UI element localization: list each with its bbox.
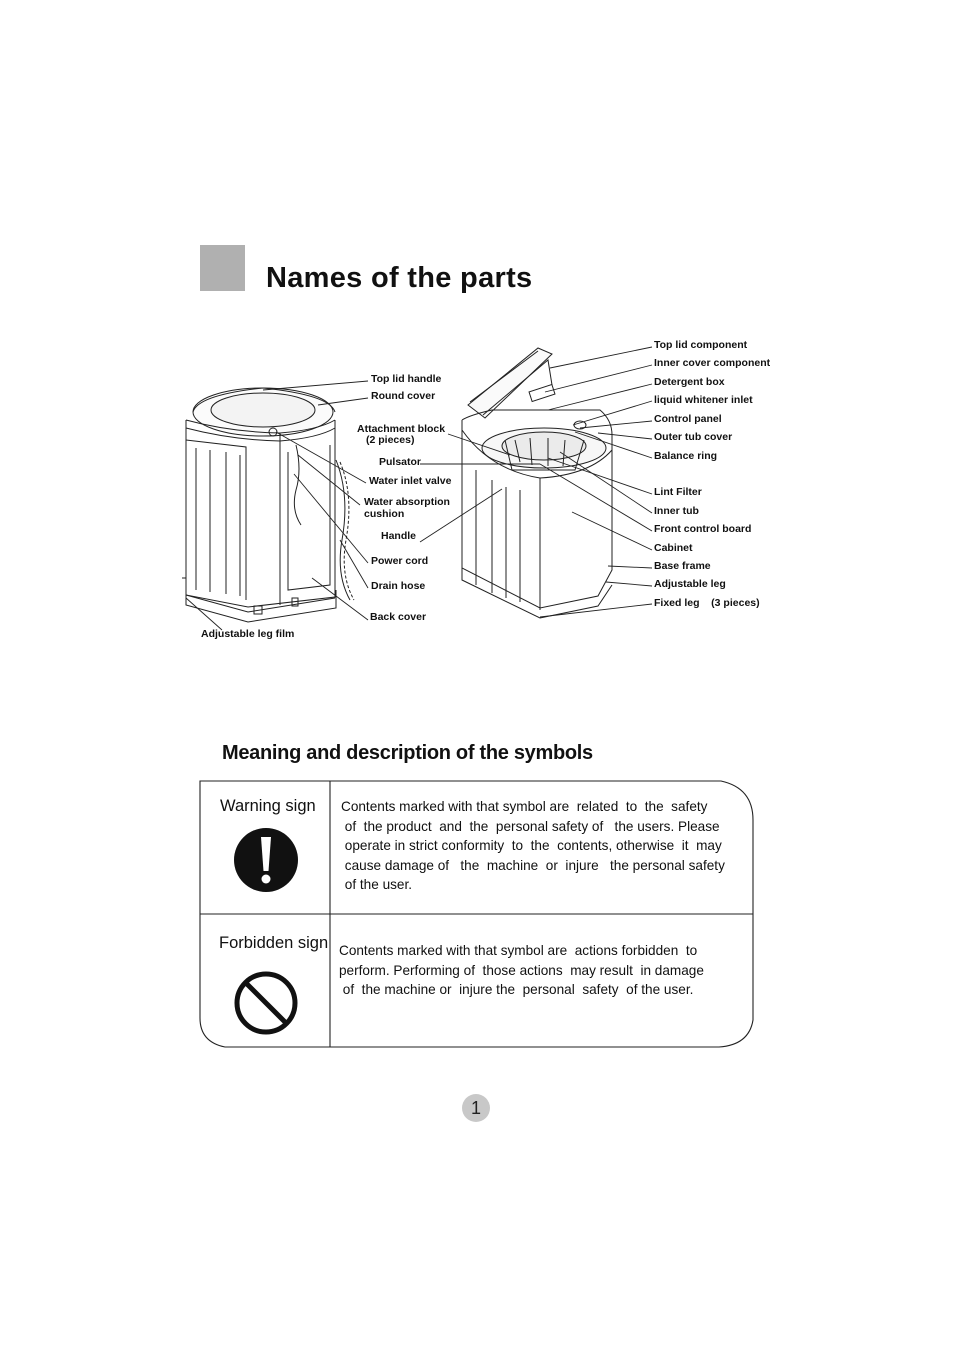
label-back-cover: Back cover xyxy=(370,611,427,623)
label-attachment-block-qty: (2 pieces) xyxy=(366,434,415,446)
label-handle: Handle xyxy=(381,530,417,542)
label-inner-tub: Inner tub xyxy=(654,505,699,517)
label-control-panel: Control panel xyxy=(654,413,722,425)
label-water-absorption: Water absorption xyxy=(364,496,450,508)
warning-sign-label: Warning sign xyxy=(220,797,316,815)
label-attachment-block: Attachment block xyxy=(357,423,446,435)
label-cabinet: Cabinet xyxy=(654,542,693,554)
exclamation-icon xyxy=(233,827,299,893)
label-power-cord: Power cord xyxy=(371,555,429,567)
label-top-lid-component: Top lid component xyxy=(654,339,748,351)
label-detergent-box: Detergent box xyxy=(654,376,725,388)
parts-diagram xyxy=(0,330,954,660)
label-base-frame: Base frame xyxy=(654,560,711,572)
page-title: Names of the parts xyxy=(266,262,533,294)
page-number: 1 xyxy=(462,1094,490,1122)
label-round-cover: Round cover xyxy=(371,390,436,402)
label-water-inlet-valve: Water inlet valve xyxy=(369,475,452,487)
label-inner-cover-component: Inner cover component xyxy=(654,357,771,369)
label-lint-filter: Lint Filter xyxy=(654,486,702,498)
label-outer-tub-cover: Outer tub cover xyxy=(654,431,733,443)
label-water-absorption-cushion: cushion xyxy=(364,508,405,520)
label-balance-ring: Balance ring xyxy=(654,450,718,462)
left-machine-illustration xyxy=(182,388,354,622)
forbidden-sign-description: Contents marked with that symbol are actions forbidden to perform. Performing of those actions may result in damage of the machine or injure the personal safety of the user. xyxy=(339,943,704,997)
right-machine-illustration xyxy=(462,348,612,618)
label-adjustable-leg-film: Adjustable leg film xyxy=(201,628,295,640)
label-pulsator: Pulsator xyxy=(379,456,422,468)
label-fixed-leg: Fixed leg (3 pieces) xyxy=(654,597,760,609)
symbols-section-title: Meaning and description of the symbols xyxy=(222,742,593,764)
label-liquid-whitener-inlet: liquid whitener inlet xyxy=(654,394,753,406)
title-marker-square xyxy=(200,245,245,291)
prohibited-icon xyxy=(233,970,299,1036)
label-drain-hose: Drain hose xyxy=(371,580,426,592)
label-front-control-board: Front control board xyxy=(654,523,752,535)
washing-machines-drawing xyxy=(0,330,954,660)
symbols-table xyxy=(199,780,754,1048)
warning-sign-description: Contents marked with that symbol are related to the safety of the product and the personal safety of the users. Please operate in strict conformity to the contents, otherwise it may cause damage of the machine or injure the personal safety of the user. xyxy=(341,799,725,892)
label-top-lid-handle: Top lid handle xyxy=(371,373,442,385)
forbidden-sign-label: Forbidden sign xyxy=(219,934,329,952)
label-adjustable-leg: Adjustable leg xyxy=(654,578,726,590)
